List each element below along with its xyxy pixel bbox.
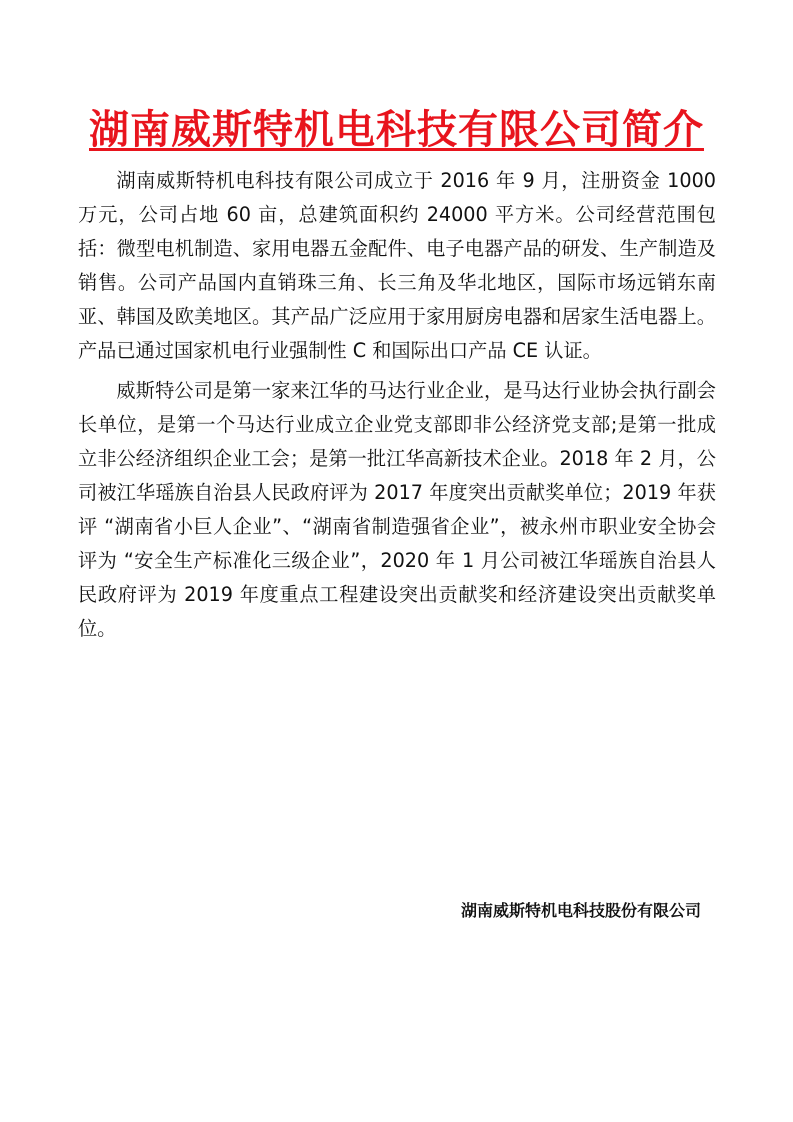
company-signature: 湖南威斯特机电科技股份有限公司 (460, 901, 701, 920)
paragraph-company-overview: 湖南威斯特机电科技有限公司成立于 2016 年 9 月，注册资金 1000 万元，公司占地 60 亩，总建筑面积约 24000 平方米。公司经营范围包括：微型电机制造、家用电器五金配件、电子电器产品的研发、生产制造及销售。公司产品国内直销珠三角、长三角及华北地区，国际市场远销东南亚、韩国及欧美地区。其产品广泛应用于家用厨房电器和居家生活电器上。产品已通过国家机电行业强制性 C 和国际出口产品 CE 认证。 (78, 169, 716, 362)
paragraph-honors: 威斯特公司是第一家来江华的马达行业企业，是马达行业协会执行副会长单位，是第一个马达行业成立企业党支部即非公经济党支部;是第一批成立非公经济组织企业工会；是第一批江华高新技术企业。2018 年 2 月，公司被江华瑶族自治县人民政府评为 2017 年度突出贡献奖单位；2019 年获评 “湖南省小巨人企业”、“湖南省制造强省企业”，被永州市职业安全协会评为 “安全生产标准化三级企业”，2020 年 1 月公司被江华瑶族自治县人民政府评为 2019 年度重点工程建设突出贡献奖和经济建设突出贡献奖单位。 (78, 379, 716, 640)
document-title: 湖南威斯特机电科技有限公司简介 (89, 107, 704, 153)
document-body (78, 164, 716, 652)
